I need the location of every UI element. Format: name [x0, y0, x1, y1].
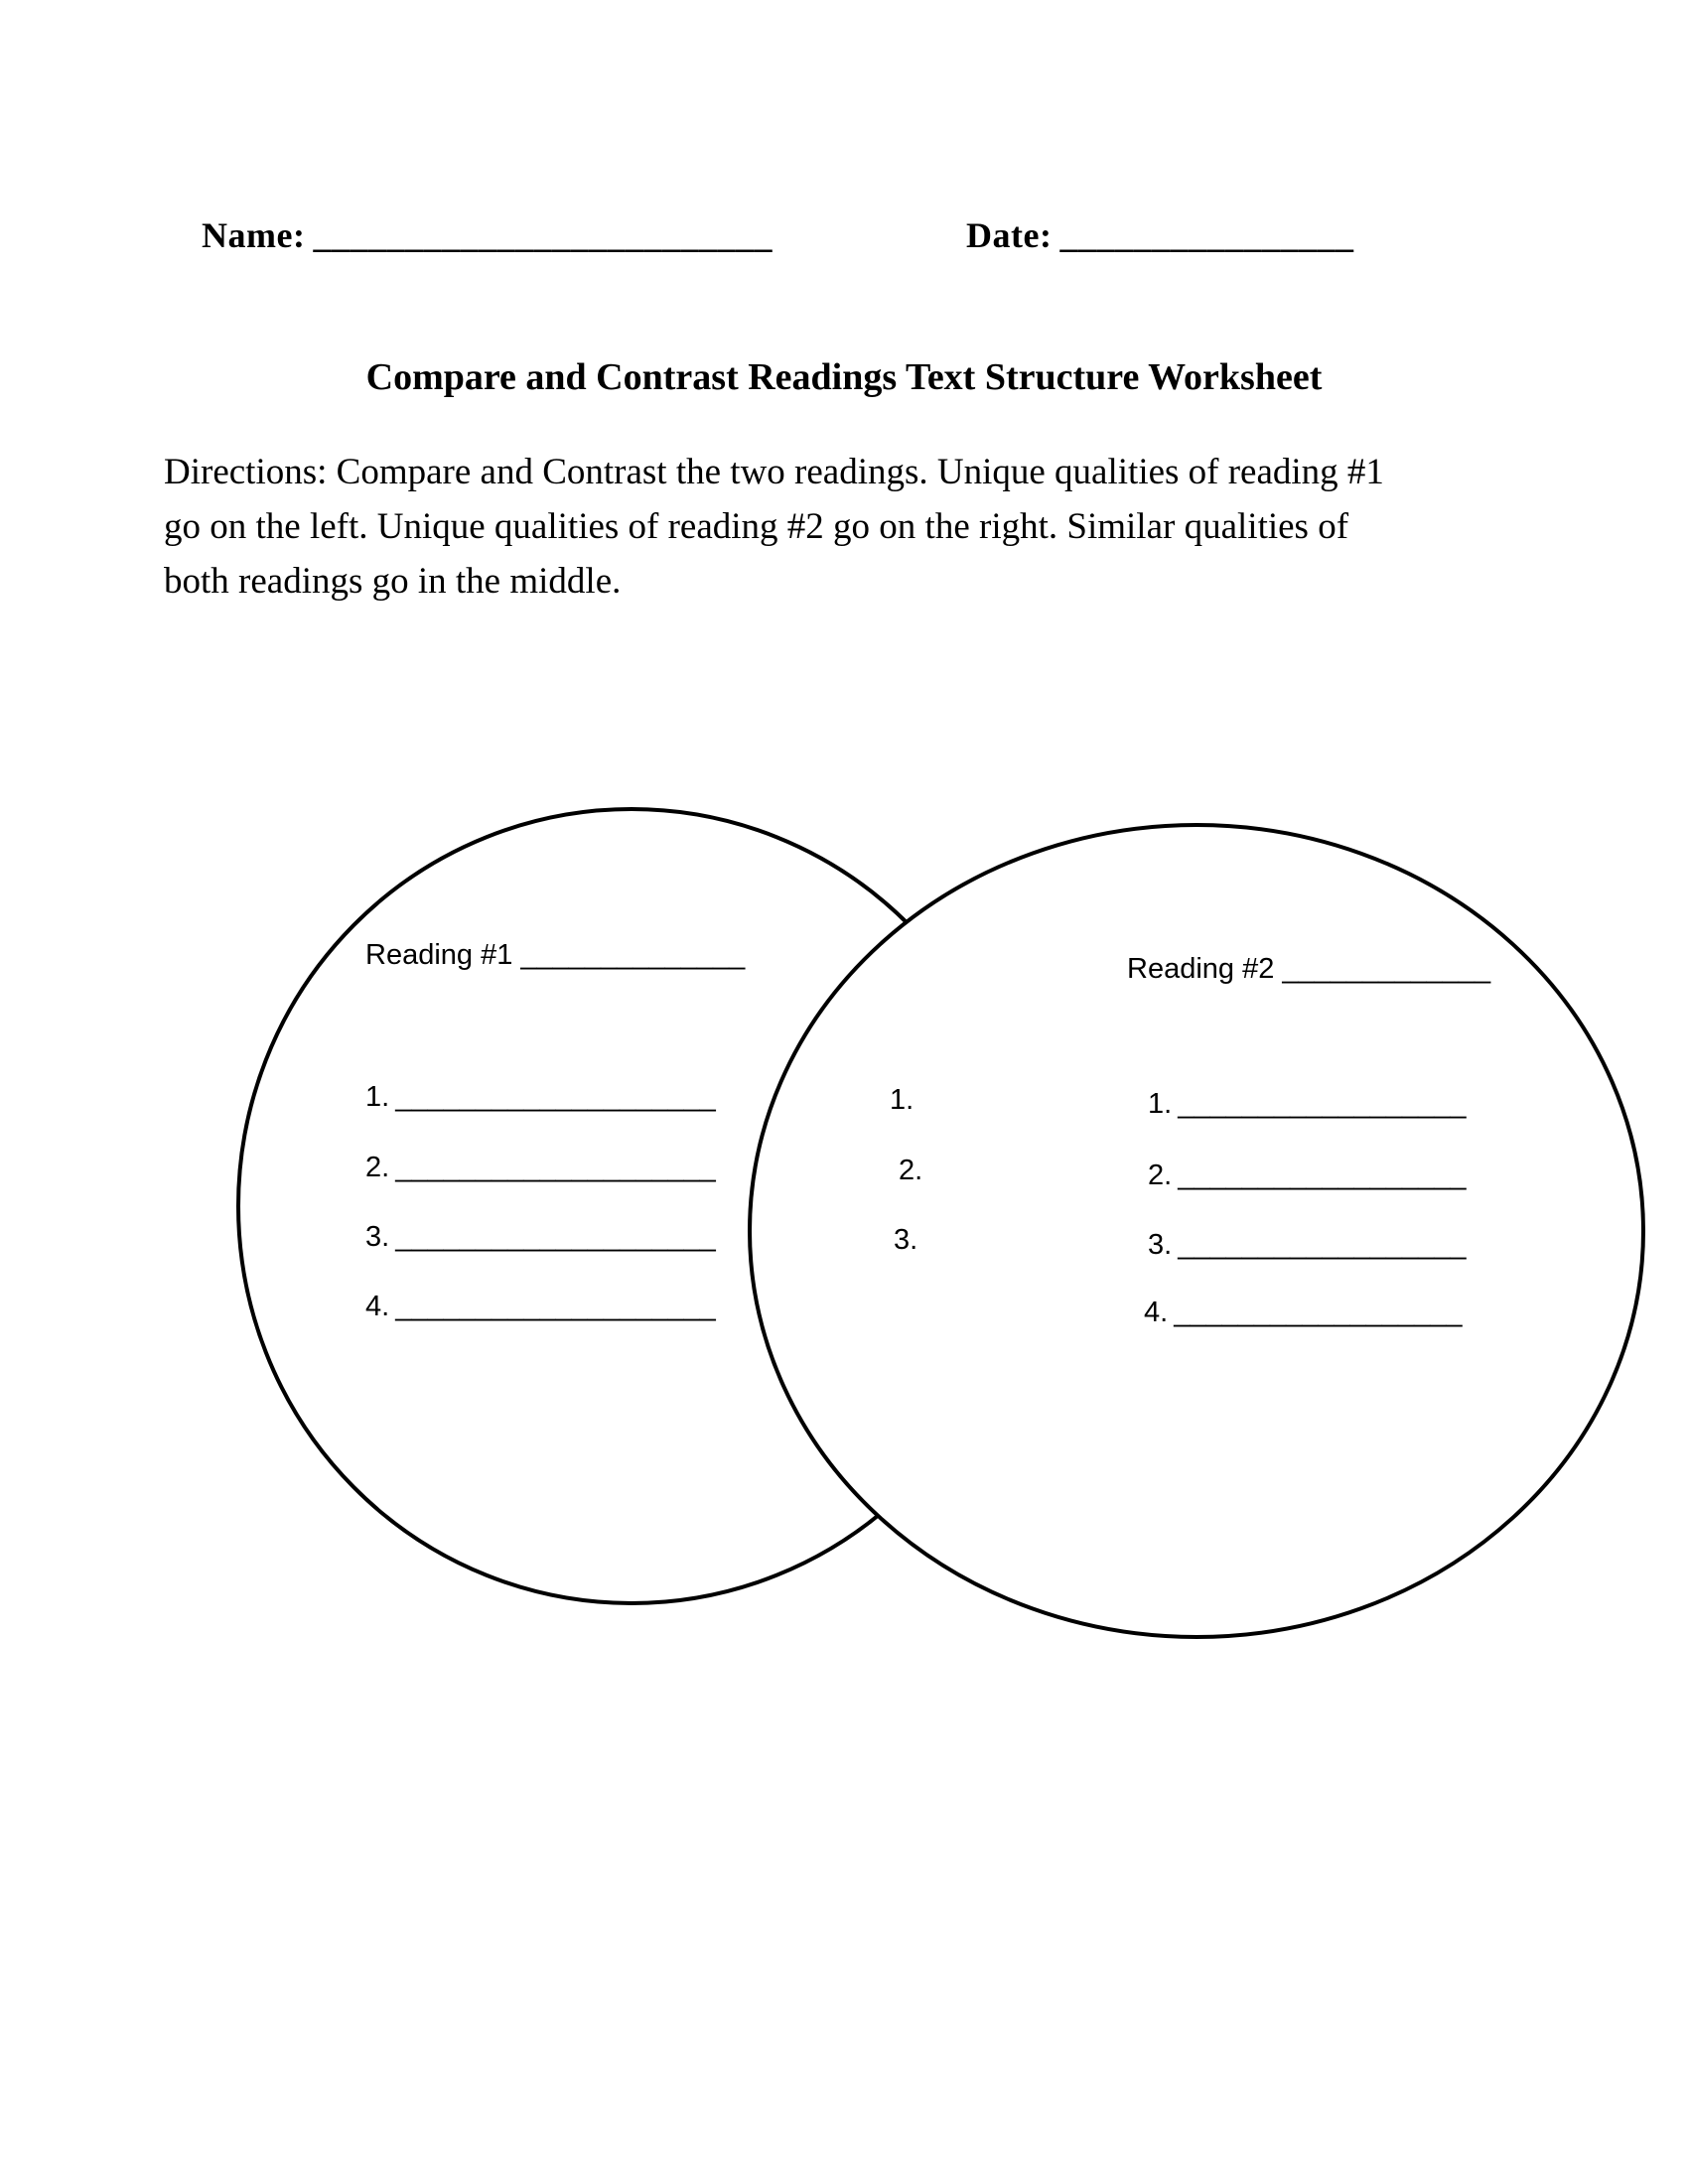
right-item-1-number: 1.: [1148, 1088, 1173, 1120]
date-blank-line: ________________: [1059, 215, 1354, 255]
left-item-2-number: 2.: [365, 1152, 390, 1183]
reading2-blank-line: _____________: [1282, 953, 1491, 985]
left-item-3-number: 3.: [365, 1221, 390, 1253]
name-label: Name:: [202, 215, 306, 255]
right-item-3-number: 3.: [1148, 1229, 1173, 1261]
right-item-4: [1144, 1297, 1463, 1329]
reading2-label-row: [1127, 953, 1490, 986]
middle-item-2: [899, 1155, 928, 1187]
middle-item-3-number: 3.: [894, 1224, 918, 1256]
right-item-3-line: __________________: [1178, 1229, 1467, 1261]
right-item-2-number: 2.: [1148, 1160, 1173, 1191]
left-item-1-line: ____________________: [395, 1081, 716, 1113]
middle-item-1-number: 1.: [890, 1084, 914, 1116]
left-item-3-line: ____________________: [395, 1221, 716, 1253]
middle-item-2-number: 2.: [899, 1155, 923, 1186]
name-blank-line: _________________________: [313, 215, 773, 255]
right-item-4-number: 4.: [1144, 1297, 1169, 1328]
reading1-label-row: [365, 939, 745, 972]
right-item-1-line: __________________: [1178, 1088, 1467, 1120]
right-item-3: [1148, 1229, 1467, 1262]
left-item-2: [365, 1152, 716, 1184]
right-item-4-line: __________________: [1174, 1297, 1463, 1328]
middle-item-1: [890, 1084, 919, 1117]
left-item-4: [365, 1291, 716, 1323]
right-item-2: [1148, 1160, 1467, 1192]
directions-line-2: go on the left. Unique qualities of reading #2 go on the right. Similar qualities of: [164, 506, 1349, 547]
left-item-4-line: ____________________: [395, 1291, 716, 1322]
left-item-2-line: ____________________: [395, 1152, 716, 1183]
left-item-3: [365, 1221, 716, 1254]
reading1-label: Reading #1: [365, 939, 513, 971]
directions-line-3: both readings go in the middle.: [164, 561, 622, 602]
left-item-4-number: 4.: [365, 1291, 390, 1322]
left-item-1-number: 1.: [365, 1081, 390, 1113]
middle-item-3: [894, 1224, 923, 1257]
date-label: Date:: [966, 215, 1053, 255]
right-item-1: [1148, 1088, 1467, 1121]
page-title: Compare and Contrast Readings Text Structure Worksheet: [365, 356, 1323, 398]
directions-line-1: Directions: Compare and Contrast the two readings. Unique qualities of reading #1: [164, 452, 1384, 492]
reading1-blank-line: ______________: [520, 939, 746, 971]
right-item-2-line: __________________: [1178, 1160, 1467, 1191]
left-item-1: [365, 1081, 716, 1114]
reading2-label: Reading #2: [1127, 953, 1275, 985]
